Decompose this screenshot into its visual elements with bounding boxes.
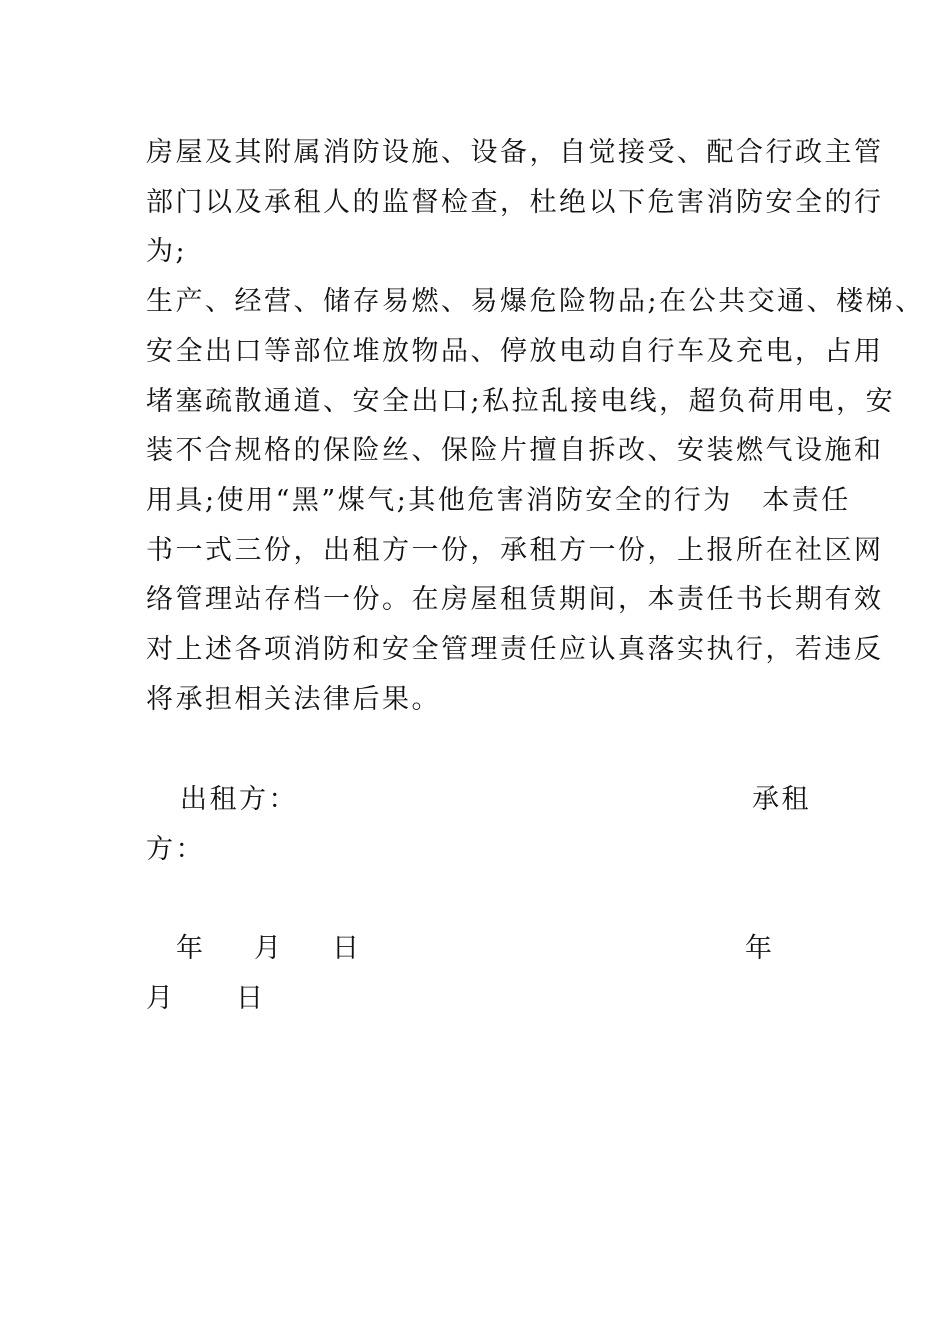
body-line: 部门以及承租人的监督检查，杜绝以下危害消防安全的行 bbox=[146, 187, 884, 218]
body-line: 用具;使用“黑”煤气;其他危害消防安全的行为 本责任 bbox=[146, 485, 851, 516]
lessor-date-year: 年 bbox=[176, 933, 206, 964]
lessor-label: 出租方： bbox=[180, 784, 298, 815]
body-line: 络管理站存档一份。在房屋租赁期间，本责任书长期有效 bbox=[146, 584, 884, 615]
lessor-date-day: 日 bbox=[332, 933, 362, 964]
body-line: 生产、经营、储存易燃、易爆危险物品;在公共交通、楼梯、 bbox=[146, 286, 925, 317]
lessee-date-day: 日 bbox=[236, 983, 266, 1014]
lessee-date-year: 年 bbox=[745, 933, 775, 964]
body-line: 书一式三份，出租方一份，承租方一份，上报所在社区网 bbox=[146, 535, 884, 566]
body-line: 装不合规格的保险丝、保险片擅自拆改、安装燃气设施和 bbox=[146, 435, 884, 466]
lessee-date-month: 月 bbox=[146, 983, 176, 1014]
body-line: 堵塞疏散通道、安全出口;私拉乱接电线，超负荷用电，安 bbox=[146, 386, 896, 417]
lessee-label-continued: 方： bbox=[146, 834, 205, 865]
body-line: 房屋及其附属消防设施、设备，自觉接受、配合行政主管 bbox=[146, 137, 884, 168]
lessor-date-month: 月 bbox=[254, 933, 284, 964]
body-line: 安全出口等部位堆放物品、停放电动自行车及充电，占用 bbox=[146, 336, 884, 367]
body-line: 对上述各项消防和安全管理责任应认真落实执行，若违反 bbox=[146, 634, 884, 665]
lessee-label: 承租 bbox=[752, 784, 811, 815]
body-line: 为; bbox=[146, 236, 188, 267]
body-line: 将承担相关法律后果。 bbox=[146, 684, 441, 715]
